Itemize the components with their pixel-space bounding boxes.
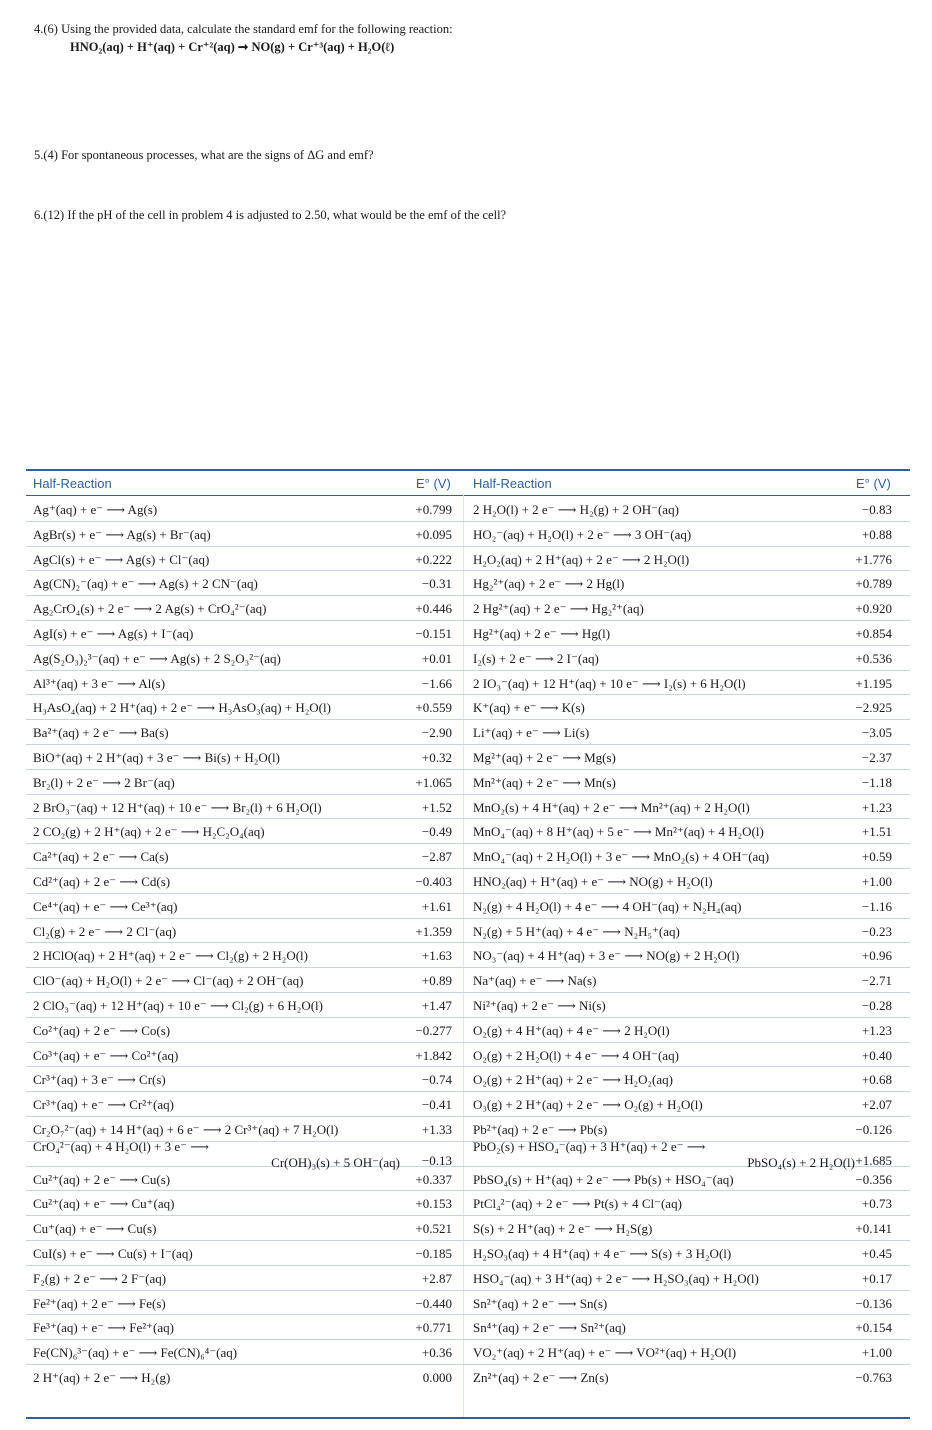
right-half-reaction: N₂(g) + 5 H⁺(aq) + 4 e⁻ ⟶ N₂H₅⁺(aq) [473, 923, 680, 939]
right-half-reaction: MnO₄⁻(aq) + 2 H₂O(l) + 3 e⁻ ⟶ MnO₂(s) + 4 OH⁻(aq) [473, 849, 770, 865]
left-half-reaction: AgBr(s) + e⁻ ⟶ Ag(s) + Br⁻(aq) [33, 526, 211, 542]
table-row [26, 597, 910, 622]
right-potential: −2.925 [855, 700, 892, 716]
left-potential: +0.559 [415, 700, 452, 716]
left-half-reaction: Al³⁺(aq) + 3 e⁻ ⟶ Al(s) [33, 675, 166, 691]
left-half-reaction: Cl₂(g) + 2 e⁻ ⟶ 2 Cl⁻(aq) [33, 923, 177, 939]
left-half-reaction: Co²⁺(aq) + 2 e⁻ ⟶ Co(s) [33, 1022, 171, 1038]
right-half-reaction: 2 Hg²⁺(aq) + 2 e⁻ ⟶ Hg₂²⁺(aq) [473, 601, 644, 617]
right-potential: +1.685 [855, 1152, 892, 1168]
table-row [26, 523, 910, 548]
table-row [26, 1168, 910, 1193]
table-row [26, 622, 910, 647]
right-potential: −0.136 [855, 1295, 892, 1311]
left-potential: −0.403 [415, 874, 452, 889]
left-potential: +1.065 [415, 774, 452, 790]
right-half-reaction: S(s) + 2 H⁺(aq) + 2 e⁻ ⟶ H₂S(g) [473, 1221, 653, 1237]
right-potential: +0.96 [861, 948, 892, 964]
left-potential: +1.842 [415, 1047, 452, 1063]
table-row [26, 796, 910, 821]
left-half-reaction: 2 CO₂(g) + 2 H⁺(aq) + 2 e⁻ ⟶ H₂C₂O₄(aq) [33, 824, 265, 840]
left-half-reaction: ClO⁻(aq) + H₂O(l) + 2 e⁻ ⟶ Cl⁻(aq) + 2 OH⁻(aq) [33, 973, 304, 989]
right-half-reaction: O₃(g) + 2 H⁺(aq) + 2 e⁻ ⟶ O₂(g) + H₂O(l) [473, 1097, 703, 1113]
table-row [26, 820, 910, 845]
header-half-reaction-right: Half-Reaction [473, 476, 552, 491]
left-half-reaction: Ce⁴⁺(aq) + e⁻ ⟶ Ce³⁺(aq) [33, 898, 178, 914]
left-potential: −0.74 [421, 1072, 452, 1088]
right-potential: +0.17 [861, 1270, 892, 1286]
left-half-reaction: Ag⁺(aq) + e⁻ ⟶ Ag(s) [33, 502, 158, 517]
table-row [26, 895, 910, 920]
right-half-reaction: Sn⁴⁺(aq) + 2 e⁻ ⟶ Sn²⁺(aq) [473, 1320, 626, 1336]
right-potential: +1.00 [861, 1345, 892, 1361]
table-row [26, 721, 910, 746]
table-row [26, 1044, 910, 1069]
left-potential: −0.440 [415, 1295, 452, 1311]
right-half-reaction: Ni²⁺(aq) + 2 e⁻ ⟶ Ni(s) [473, 998, 606, 1013]
table-row [26, 1138, 910, 1170]
right-half-reaction: Zn²⁺(aq) + 2 e⁻ ⟶ Zn(s) [473, 1370, 609, 1385]
right-potential: −0.356 [855, 1171, 892, 1187]
left-half-reaction: Br₂(l) + 2 e⁻ ⟶ 2 Br⁻(aq) [33, 774, 175, 790]
right-half-reaction: PtCl₄²⁻(aq) + 2 e⁻ ⟶ Pt(s) + 4 Cl⁻(aq) [473, 1196, 682, 1212]
right-potential: −1.18 [861, 774, 892, 790]
header-e-right: E° (V) [856, 476, 891, 491]
left-potential: +1.63 [421, 948, 452, 964]
right-half-reaction: Mg²⁺(aq) + 2 e⁻ ⟶ Mg(s) [473, 750, 616, 765]
question-6: 6.(12) If the pH of the cell in problem 4 is adjusted to 2.50, what would be the emf of the cell? [34, 208, 507, 222]
left-half-reaction: Fe²⁺(aq) + 2 e⁻ ⟶ Fe(s) [33, 1295, 166, 1311]
right-half-reaction: Pb²⁺(aq) + 2 e⁻ ⟶ Pb(s) [473, 1122, 608, 1137]
question-5: 5.(4) For spontaneous processes, what are the signs of ΔG and emf? [34, 148, 374, 162]
question-4-reaction: HNO₂(aq) + H⁺(aq) + Cr⁺²(aq) ➞ NO(g) + Cr⁺³(aq) + H₂O(ℓ) [70, 40, 395, 54]
left-potential: +0.799 [415, 502, 452, 517]
right-half-reaction: NO₃⁻(aq) + 4 H⁺(aq) + 3 e⁻ ⟶ NO(g) + 2 H₂O(l) [473, 948, 740, 964]
left-potential: +1.359 [415, 923, 452, 939]
table-row [26, 870, 910, 895]
right-potential: +2.07 [861, 1097, 892, 1113]
left-potential: +0.446 [415, 601, 452, 617]
left-potential: −0.13 [421, 1152, 452, 1168]
table-row [26, 944, 910, 969]
left-half-reaction: Cd²⁺(aq) + 2 e⁻ ⟶ Cd(s) [33, 874, 171, 889]
right-potential: +1.00 [861, 874, 892, 889]
table-row [26, 572, 910, 597]
left-half-reaction: Cu²⁺(aq) + e⁻ ⟶ Cu⁺(aq) [33, 1196, 175, 1212]
right-potential: −0.83 [861, 502, 892, 517]
right-half-reaction: HO₂⁻(aq) + H₂O(l) + 2 e⁻ ⟶ 3 OH⁻(aq) [473, 526, 692, 542]
right-potential: +1.195 [855, 675, 892, 691]
table-row [26, 969, 910, 994]
table-row [26, 1267, 910, 1292]
right-half-reaction: O₂(g) + 2 H⁺(aq) + 2 e⁻ ⟶ H₂O₂(aq) [473, 1072, 673, 1088]
right-half-reaction: 2 IO₃⁻(aq) + 12 H⁺(aq) + 10 e⁻ ⟶ I₂(s) + 6 H₂O(l) [473, 675, 746, 691]
right-half-reaction: H₂O₂(aq) + 2 H⁺(aq) + 2 e⁻ ⟶ 2 H₂O(l) [473, 551, 690, 567]
left-half-reaction: Cu⁺(aq) + e⁻ ⟶ Cu(s) [33, 1221, 157, 1237]
right-half-reaction-continuation: PbSO₄(s) + 2 H₂O(l) [747, 1154, 855, 1170]
table-row [26, 548, 910, 573]
left-potential: 0.000 [422, 1370, 452, 1385]
left-half-reaction: F₂(g) + 2 e⁻ ⟶ 2 F⁻(aq) [33, 1270, 167, 1286]
right-potential: −0.763 [855, 1370, 892, 1385]
left-potential: +0.095 [415, 526, 452, 542]
header-e-left: E° (V) [416, 476, 451, 491]
left-half-reaction: AgI(s) + e⁻ ⟶ Ag(s) + I⁻(aq) [33, 626, 194, 641]
left-half-reaction: H₃AsO₄(aq) + 2 H⁺(aq) + 2 e⁻ ⟶ H₃AsO₃(aq) + H₂O(l) [33, 700, 331, 716]
left-half-reaction: Ba²⁺(aq) + 2 e⁻ ⟶ Ba(s) [33, 725, 169, 741]
left-potential: −0.49 [421, 824, 452, 840]
left-half-reaction: CuI(s) + e⁻ ⟶ Cu(s) + I⁻(aq) [33, 1246, 193, 1261]
right-half-reaction: O₂(g) + 4 H⁺(aq) + 4 e⁻ ⟶ 2 H₂O(l) [473, 1022, 670, 1038]
left-half-reaction: 2 H⁺(aq) + 2 e⁻ ⟶ H₂(g) [33, 1370, 171, 1385]
left-half-reaction: Cu²⁺(aq) + 2 e⁻ ⟶ Cu(s) [33, 1171, 171, 1187]
table-row [26, 1217, 910, 1242]
right-half-reaction: PbSO₄(s) + H⁺(aq) + 2 e⁻ ⟶ Pb(s) + HSO₄⁻(aq) [473, 1171, 734, 1187]
left-half-reaction: BiO⁺(aq) + 2 H⁺(aq) + 3 e⁻ ⟶ Bi(s) + H₂O(l) [33, 750, 280, 765]
right-half-reaction: Hg²⁺(aq) + 2 e⁻ ⟶ Hg(l) [473, 626, 611, 641]
left-potential: +0.153 [415, 1196, 452, 1212]
left-half-reaction: Ag(S₂O₃)₂³⁻(aq) + e⁻ ⟶ Ag(s) + 2 S₂O₃²⁻(aq) [33, 650, 281, 666]
table-row [26, 1316, 910, 1341]
right-half-reaction: HNO₂(aq) + H⁺(aq) + e⁻ ⟶ NO(g) + H₂O(l) [473, 874, 713, 889]
left-potential: +1.61 [421, 898, 452, 914]
left-half-reaction-continuation: Cr(OH)₃(s) + 5 OH⁻(aq) [271, 1154, 400, 1170]
right-half-reaction: MnO₂(s) + 4 H⁺(aq) + 2 e⁻ ⟶ Mn²⁺(aq) + 2 H₂O(l) [473, 799, 750, 815]
right-half-reaction: MnO₄⁻(aq) + 8 H⁺(aq) + 5 e⁻ ⟶ Mn²⁺(aq) + 4 H₂O(l) [473, 824, 764, 840]
left-half-reaction: Cr³⁺(aq) + e⁻ ⟶ Cr²⁺(aq) [33, 1097, 174, 1113]
left-potential: +0.222 [415, 551, 452, 567]
right-half-reaction: HSO₄⁻(aq) + 3 H⁺(aq) + 2 e⁻ ⟶ H₂SO₃(aq) + H₂O(l) [473, 1270, 759, 1286]
right-half-reaction: PbO₂(s) + HSO₄⁻(aq) + 3 H⁺(aq) + 2 e⁻ ⟶ PbSO₄(s) + 2 H₂O(l) [473, 1139, 863, 1171]
right-potential: +0.536 [855, 650, 892, 666]
table-row [26, 1242, 910, 1267]
left-potential: +0.36 [421, 1345, 452, 1361]
table-row [26, 746, 910, 771]
right-potential: +0.854 [855, 626, 892, 641]
right-potential: +1.23 [861, 1022, 892, 1038]
right-potential: −0.28 [861, 998, 892, 1013]
left-half-reaction: CrO₄²⁻(aq) + 4 H₂O(l) + 3 e⁻ ⟶ Cr(OH)₃(s) + 5 OH⁻(aq) [33, 1139, 408, 1171]
left-half-reaction: 2 HClO(aq) + 2 H⁺(aq) + 2 e⁻ ⟶ Cl₂(g) + 2 H₂O(l) [33, 948, 308, 964]
table-row [26, 845, 910, 870]
reduction-potential-table [26, 469, 910, 1419]
left-potential: +1.33 [421, 1122, 452, 1137]
right-half-reaction: Li⁺(aq) + e⁻ ⟶ Li(s) [473, 725, 590, 741]
right-potential: −2.71 [861, 973, 892, 989]
right-potential: −0.126 [855, 1122, 892, 1137]
table-row [26, 771, 910, 796]
table-row [26, 696, 910, 721]
table-row [26, 1192, 910, 1217]
left-potential: −2.90 [421, 725, 452, 741]
right-half-reaction: Mn²⁺(aq) + 2 e⁻ ⟶ Mn(s) [473, 774, 616, 790]
left-half-reaction: 2 ClO₃⁻(aq) + 12 H⁺(aq) + 10 e⁻ ⟶ Cl₂(g) + 6 H₂O(l) [33, 998, 323, 1013]
left-half-reaction: Cr₂O₇²⁻(aq) + 14 H⁺(aq) + 6 e⁻ ⟶ 2 Cr³⁺(aq) + 7 H₂O(l) [33, 1122, 339, 1137]
left-potential: −0.277 [415, 1022, 452, 1038]
header-half-reaction-left: Half-Reaction [33, 476, 112, 491]
left-potential: −0.151 [415, 626, 452, 641]
right-potential: +1.23 [861, 799, 892, 815]
left-potential: −2.87 [421, 849, 452, 865]
left-potential: +0.521 [415, 1221, 452, 1237]
left-potential: −0.31 [421, 576, 452, 592]
right-potential: −0.23 [861, 923, 892, 939]
left-potential: +1.47 [421, 998, 452, 1013]
right-potential: +0.40 [861, 1047, 892, 1063]
right-half-reaction: Na⁺(aq) + e⁻ ⟶ Na(s) [473, 973, 597, 989]
question-4 [34, 22, 453, 55]
question-4-text: 4.(6) Using the provided data, calculate the standard emf for the following reaction: [34, 22, 453, 36]
left-potential: −0.185 [415, 1246, 452, 1261]
right-potential: +0.59 [861, 849, 892, 865]
left-half-reaction: Co³⁺(aq) + e⁻ ⟶ Co²⁺(aq) [33, 1047, 179, 1063]
table-row [26, 672, 910, 697]
right-half-reaction: Sn²⁺(aq) + 2 e⁻ ⟶ Sn(s) [473, 1295, 608, 1311]
right-half-reaction: Hg₂²⁺(aq) + 2 e⁻ ⟶ 2 Hg(l) [473, 576, 625, 592]
table-row [26, 920, 910, 945]
right-half-reaction: VO₂⁺(aq) + 2 H⁺(aq) + e⁻ ⟶ VO²⁺(aq) + H₂O(l) [473, 1345, 737, 1361]
left-half-reaction: Ag(CN)₂⁻(aq) + e⁻ ⟶ Ag(s) + 2 CN⁻(aq) [33, 576, 258, 592]
left-potential: +0.89 [421, 973, 452, 989]
right-potential: +1.51 [861, 824, 892, 840]
left-half-reaction: Ag₂CrO₄(s) + 2 e⁻ ⟶ 2 Ag(s) + CrO₄²⁻(aq) [33, 601, 267, 617]
table-row [26, 1068, 910, 1093]
right-half-reaction: N₂(g) + 4 H₂O(l) + 4 e⁻ ⟶ 4 OH⁻(aq) + N₂H₄(aq) [473, 898, 742, 914]
right-half-reaction: K⁺(aq) + e⁻ ⟶ K(s) [473, 700, 585, 716]
right-potential: +0.154 [855, 1320, 892, 1336]
left-potential: +0.01 [421, 650, 452, 666]
right-half-reaction: 2 H₂O(l) + 2 e⁻ ⟶ H₂(g) + 2 OH⁻(aq) [473, 502, 679, 517]
right-potential: +1.776 [855, 551, 892, 567]
left-half-reaction: 2 BrO₃⁻(aq) + 12 H⁺(aq) + 10 e⁻ ⟶ Br₂(l) + 6 H₂O(l) [33, 799, 322, 815]
right-potential: +0.920 [855, 601, 892, 617]
right-potential: +0.789 [855, 576, 892, 592]
left-potential: +2.87 [421, 1270, 452, 1286]
left-potential: +1.52 [421, 799, 452, 815]
table-row [26, 498, 910, 523]
right-half-reaction: H₂SO₃(aq) + 4 H⁺(aq) + 4 e⁻ ⟶ S(s) + 3 H₂O(l) [473, 1246, 732, 1261]
left-half-reaction: Cr³⁺(aq) + 3 e⁻ ⟶ Cr(s) [33, 1072, 166, 1088]
left-potential: +0.32 [421, 750, 452, 765]
right-potential: +0.68 [861, 1072, 892, 1088]
left-potential: −1.66 [421, 675, 452, 691]
table-row [26, 1366, 910, 1391]
table-row [26, 1292, 910, 1317]
left-half-reaction: Ca²⁺(aq) + 2 e⁻ ⟶ Ca(s) [33, 849, 169, 865]
table-row [26, 1093, 910, 1118]
table-row [26, 994, 910, 1019]
left-potential: +0.337 [415, 1171, 452, 1187]
left-half-reaction: Fe³⁺(aq) + e⁻ ⟶ Fe²⁺(aq) [33, 1320, 174, 1336]
right-half-reaction: O₂(g) + 2 H₂O(l) + 4 e⁻ ⟶ 4 OH⁻(aq) [473, 1047, 679, 1063]
table-header [26, 471, 910, 496]
left-potential: +0.771 [415, 1320, 452, 1336]
right-potential: +0.88 [861, 526, 892, 542]
right-potential: +0.45 [861, 1246, 892, 1261]
right-potential: +0.141 [855, 1221, 892, 1237]
right-potential: −1.16 [861, 898, 892, 914]
table-row [26, 647, 910, 672]
right-potential: −3.05 [861, 725, 892, 741]
left-potential: −0.41 [421, 1097, 452, 1113]
left-half-reaction: AgCl(s) + e⁻ ⟶ Ag(s) + Cl⁻(aq) [33, 551, 210, 567]
left-half-reaction: Fe(CN)₆³⁻(aq) + e⁻ ⟶ Fe(CN)₆⁴⁻(aq) [33, 1345, 238, 1361]
right-potential: −2.37 [861, 750, 892, 765]
table-row [26, 1019, 910, 1044]
right-potential: +0.73 [861, 1196, 892, 1212]
table-row [26, 1341, 910, 1366]
right-half-reaction: I₂(s) + 2 e⁻ ⟶ 2 I⁻(aq) [473, 650, 599, 666]
